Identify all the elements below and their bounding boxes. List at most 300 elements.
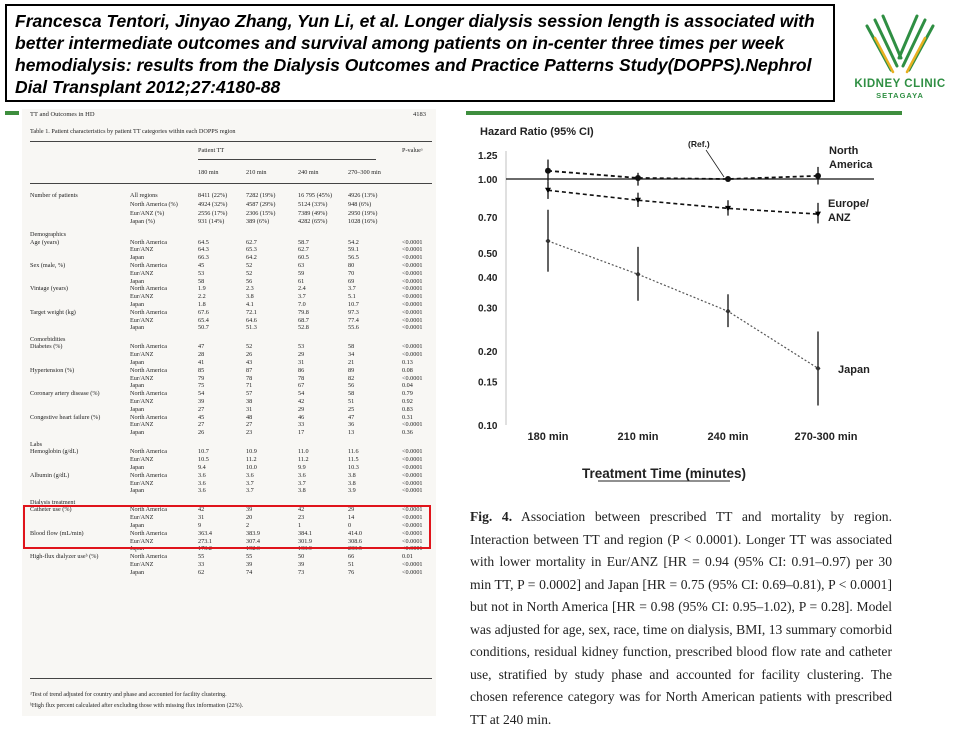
- table-cell: 14: [348, 514, 355, 522]
- pvalue-cell: 0.36: [402, 429, 413, 437]
- table-cell: 2306 (15%): [246, 209, 276, 217]
- data-point: [725, 176, 731, 182]
- pvalue-cell: <0.0001: [402, 343, 423, 351]
- wheat-leaf-icon: [845, 8, 955, 78]
- hazard-ratio-chart: [466, 123, 896, 493]
- pvalue-cell: 0.79: [402, 390, 413, 398]
- table-cell: 68.7: [298, 316, 309, 324]
- row-region: North America: [130, 529, 167, 537]
- table-cell: 59.1: [348, 246, 359, 254]
- series-label: [838, 364, 870, 376]
- table-cell: 3.9: [348, 487, 356, 495]
- table-cell: 5.1: [348, 293, 356, 301]
- table-cell: 57: [246, 390, 253, 398]
- table-cell: 9.9: [298, 463, 306, 471]
- series-label-line: Japan: [838, 364, 870, 376]
- table-cell: 62.7: [246, 238, 257, 246]
- table-cell: 54: [298, 390, 305, 398]
- data-point: [815, 173, 821, 179]
- row-label: Number of patients: [30, 192, 78, 199]
- table-cell: 63: [298, 261, 305, 269]
- table-cell: 60.5: [298, 254, 309, 262]
- table-cell: 931 (14%): [198, 218, 225, 226]
- table-cell: 2.3: [246, 285, 254, 293]
- pvalue-cell: <0.0001: [402, 487, 423, 495]
- table-cell: 3.6: [298, 471, 306, 479]
- table-cell: 29: [298, 405, 305, 413]
- table-cell: 308.6: [348, 537, 362, 545]
- table-cell: 20: [246, 514, 253, 522]
- row-region: North America: [130, 238, 167, 246]
- pvalue-cell: <0.0001: [402, 545, 423, 553]
- row-region: Japan: [130, 429, 145, 437]
- table-cell: 39: [198, 398, 205, 405]
- table-cell: 50: [298, 553, 305, 561]
- data-point: [635, 175, 641, 181]
- y-tick-label: 0.15: [478, 377, 498, 389]
- table-cell: 10.7: [198, 448, 209, 456]
- table-cell: 36: [348, 421, 355, 429]
- table-cell: 10.0: [246, 463, 257, 471]
- x-axis-label: Treatment Time (minutes): [581, 466, 747, 481]
- table-cell: 55: [246, 553, 253, 561]
- table-footnote: ᵃTest of trend adjusted for country and phase and accounted for facility clustering.: [30, 692, 227, 698]
- table-cell: 56: [348, 382, 355, 390]
- table-cell: 47: [198, 343, 205, 351]
- table-cell: 85: [198, 366, 205, 374]
- table-cell: 70: [348, 269, 355, 277]
- table-cell: 52: [246, 261, 253, 269]
- row-region: Japan: [130, 300, 145, 308]
- row-label: Blood flow (mL/min): [30, 529, 84, 537]
- page-number: 4183: [413, 111, 426, 118]
- table-cell: 10.3: [348, 463, 359, 471]
- x-tick-label: 270-300 min: [794, 431, 858, 443]
- table-cell: 64.5: [198, 238, 209, 246]
- column-header: 270–300 min: [348, 169, 381, 176]
- table-cell: 39: [246, 561, 253, 568]
- table-cell: 3.7: [246, 487, 254, 495]
- table-cell: 28: [198, 351, 205, 359]
- row-region: Eur/ANZ: [130, 246, 154, 254]
- table-cell: 43: [246, 359, 253, 366]
- pvalue-cell: <0.0001: [402, 568, 423, 576]
- table-cell: 26: [198, 429, 205, 437]
- table-cell: 4587 (29%): [246, 200, 276, 208]
- table-cell: 2.4: [298, 285, 306, 293]
- figure-caption-text: Association between prescribed TT and mortality by region. Interaction between TT and region (P < 0.0001). Longer TT was associated with lower mortality in Eur/ANZ [HR = 0.94 (95% CI: 0.91–0.97) per 30 min TT, P = 0.0002] and Japan [HR = 0.75 (95% CI: 0.69–0.81), P < 0.0001] but not in North America [HR = 0.98 (95% CI: 0.95–1.02), P = 0.28]. Model was adjusted for age, sex, race, time on dialysis, BMI, 13 summary comorbid conditions, residual kidney function, prescribed blood flow rate and catheter use, stratified by study phase and accounted for facility clustering. The chosen reference category was for North American patients with prescribed TT at 240 min.: [470, 509, 892, 727]
- table-cell: 64.2: [246, 254, 257, 262]
- row-label: Labs: [30, 440, 43, 448]
- row-label: Hemoglobin (g/dL): [30, 448, 79, 456]
- y-tick-label: 1.25: [478, 151, 498, 163]
- series-label-line: Europe/: [828, 198, 869, 210]
- table-cell: 29: [298, 351, 305, 359]
- table-cell: 2556 (17%): [198, 209, 228, 217]
- y-tick-label: 0.50: [478, 249, 498, 261]
- pvalue-cell: <0.0001: [402, 351, 423, 359]
- table-cell: 82: [348, 374, 355, 382]
- row-region: North America: [130, 366, 167, 374]
- pvalue-cell: <0.0001: [402, 506, 423, 514]
- row-label: Age (years): [30, 238, 60, 246]
- x-tick-label: 180 min: [527, 431, 569, 443]
- table-cell: 31: [198, 514, 205, 522]
- citation-text: Francesca Tentori, Jinyao Zhang, Yun Li, et al. Longer dialysis session length is associated with better intermediate outcomes and survival among patients on in-center three times per week hemodialysis: results from the Dialysis Outcomes and Practice Patterns Study(DOPPS).Nephrol Dial Transplant 2012;27:4180-88: [15, 11, 815, 97]
- pvalue-cell: <0.0001: [402, 238, 423, 246]
- table-cell: 58: [348, 390, 355, 398]
- table-cell: 89: [348, 366, 355, 374]
- data-point: [545, 168, 551, 174]
- row-region: Eur/ANZ: [130, 479, 154, 487]
- row-region: North America: [130, 553, 167, 561]
- row-label: Hypertension (%): [30, 366, 75, 374]
- table-cell: 3.6: [198, 479, 206, 487]
- table-cell: 47: [348, 413, 355, 421]
- row-region: North America: [130, 506, 167, 514]
- row-label: Dialysis treatment: [30, 498, 76, 506]
- row-region: Japan: [130, 487, 145, 495]
- table-cell: 56.5: [348, 254, 359, 262]
- table-cell: 10.7: [348, 300, 359, 308]
- pvalue-cell: <0.0001: [402, 277, 423, 285]
- y-tick-label: 0.70: [478, 213, 498, 225]
- table-cell: 67: [298, 382, 305, 390]
- x-tick-label: 240 min: [707, 431, 749, 443]
- row-region: Eur/ANZ: [130, 561, 154, 568]
- table-cell: 7282 (19%): [246, 192, 276, 199]
- table-cell: 10.9: [246, 448, 257, 456]
- table-cell: 3.7: [246, 479, 254, 487]
- table-rule-header: [30, 183, 432, 184]
- table-cell: 52: [246, 269, 253, 277]
- logo-name: KIDNEY CLINIC: [854, 78, 946, 90]
- series-label: [828, 198, 869, 224]
- row-region: All regions: [130, 192, 158, 199]
- table-footnote: ᵇHigh flux percent calculated after excluding those with missing flux information (22%).: [30, 703, 244, 709]
- table-rule-top: [30, 141, 432, 142]
- table-cell: 9.4: [198, 463, 206, 471]
- pvalue-cell: <0.0001: [402, 479, 423, 487]
- column-header: 180 min: [198, 169, 219, 176]
- row-region: Eur/ANZ: [130, 351, 154, 359]
- table-cell: 29: [348, 506, 355, 514]
- row-region: North America: [130, 261, 167, 269]
- table-cell: 11.5: [348, 456, 359, 464]
- table-cell: 3.7: [298, 293, 306, 301]
- row-region: Japan (%): [130, 218, 155, 226]
- table-cell: 53: [298, 343, 305, 351]
- table-cell: 3.6: [198, 471, 206, 479]
- y-tick-label: 0.10: [478, 421, 498, 432]
- table-cell: 58: [198, 277, 205, 285]
- table-cell: 80: [348, 261, 355, 269]
- row-region: Japan: [130, 545, 145, 553]
- pvalue-cell: <0.0001: [402, 529, 423, 537]
- table-cell: 31: [298, 359, 305, 366]
- pvalue-cell: <0.0001: [402, 300, 423, 308]
- table-cell: 54.2: [348, 238, 359, 246]
- column-header: 210 min: [246, 169, 267, 176]
- row-region: North America: [130, 471, 167, 479]
- table-cell: 17: [298, 429, 305, 437]
- pvalue-cell: <0.0001: [402, 246, 423, 254]
- table-cell: 26: [246, 351, 253, 359]
- table-cell: 3.7: [348, 285, 356, 293]
- table-cell: 39: [246, 506, 253, 514]
- pvalue-cell: <0.0001: [402, 456, 423, 464]
- table-cell: 52.8: [298, 324, 309, 332]
- row-region: Eur/ANZ: [130, 398, 154, 405]
- row-region: North America: [130, 390, 167, 398]
- row-label: Coronary artery disease (%): [30, 390, 100, 398]
- pvalue-cell: 0.31: [402, 413, 413, 421]
- table-cell: 61: [298, 277, 305, 285]
- table-cell: 64.3: [198, 246, 209, 254]
- table-cell: 38: [246, 398, 253, 405]
- running-head: TT and Outcomes in HD: [30, 111, 95, 118]
- table-cell: 42: [298, 398, 305, 405]
- table-cell: 1028 (16%): [348, 218, 378, 226]
- table-cell: 62: [198, 568, 205, 576]
- table-cell: 16 795 (45%): [298, 192, 333, 199]
- table-cell: 1: [298, 522, 302, 529]
- row-region: Eur/ANZ: [130, 316, 154, 324]
- table-cell: 50.7: [198, 324, 209, 332]
- table-cell: 7389 (49%): [298, 209, 328, 217]
- table-caption: Table 1. Patient characteristics by patient TT categories within each DOPPS region: [30, 128, 236, 135]
- table-cell: 2950 (19%): [348, 209, 378, 217]
- row-region: North America: [130, 448, 167, 456]
- row-label: Vintage (years): [30, 285, 68, 293]
- y-tick-label: 0.40: [478, 272, 498, 284]
- table-cell: 39: [298, 561, 305, 568]
- row-region: Eur/ANZ: [130, 421, 154, 429]
- table-cell: 59: [298, 269, 305, 277]
- figure-caption: [470, 506, 892, 731]
- table-cell: 3.8: [298, 487, 306, 495]
- table-cell: 97.3: [348, 308, 359, 316]
- table-cell: 3.6: [198, 487, 206, 495]
- row-region: Eur/ANZ: [130, 537, 154, 545]
- table-cell: 384.1: [298, 529, 312, 537]
- table-cell: 58.7: [298, 238, 309, 246]
- table-cell: 3.6: [246, 471, 254, 479]
- table-cell: 9: [198, 522, 202, 529]
- table-cell: 86: [298, 366, 305, 374]
- table-cell: 41: [198, 359, 205, 366]
- table-cell: 75: [198, 382, 205, 390]
- table-cell: 74: [246, 568, 253, 576]
- pvalue-cell: <0.0001: [402, 522, 423, 529]
- chart-title: Hazard Ratio (95% CI): [480, 126, 594, 138]
- row-region: North America: [130, 413, 167, 421]
- table-cell: 77.4: [348, 316, 359, 324]
- table-cell: 48: [246, 413, 253, 421]
- table-cell: 7.0: [298, 300, 306, 308]
- pvalue-header: P-valueᵃ: [402, 147, 423, 154]
- data-point: [726, 308, 731, 314]
- series-line-0: [548, 171, 818, 179]
- table-cell: 10.5: [198, 456, 209, 464]
- table-cell: 46: [298, 413, 305, 421]
- row-region: North America: [130, 308, 167, 316]
- pvalue-cell: <0.0001: [402, 537, 423, 545]
- row-region: North America: [130, 343, 167, 351]
- row-label: Demographics: [30, 230, 67, 238]
- row-region: Japan: [130, 568, 145, 576]
- data-point: [546, 238, 551, 244]
- green-divider-right: [466, 111, 902, 115]
- table-cell: 4926 (13%): [348, 192, 378, 199]
- citation-box: [5, 4, 835, 102]
- row-region: Eur/ANZ: [130, 456, 154, 464]
- patient-tt-header: Patient TT: [198, 147, 225, 154]
- pvalue-cell: 0.08: [402, 366, 413, 374]
- row-region: North America: [130, 285, 167, 293]
- table-cell: 78: [246, 374, 253, 382]
- row-region: Japan: [130, 382, 145, 390]
- table-cell: 64.6: [246, 316, 257, 324]
- table-cell: 66.3: [198, 254, 209, 262]
- row-region: Japan: [130, 254, 145, 262]
- table-cell: 2: [246, 522, 250, 529]
- table-cell: 55: [198, 553, 205, 561]
- logo-subtitle: SETAGAYA: [876, 91, 924, 100]
- row-label: High-flux dialyzer useᵇ (%): [30, 553, 99, 561]
- pvalue-cell: <0.0001: [402, 514, 423, 522]
- series-label-line: America: [829, 159, 873, 171]
- row-region: Eur/ANZ (%): [130, 209, 165, 217]
- table-cell: 33: [298, 421, 305, 429]
- row-label: Comorbidities: [30, 335, 66, 343]
- table-cell: 11.0: [298, 448, 309, 456]
- table-cell: 62.7: [298, 246, 309, 254]
- pvalue-cell: <0.0001: [402, 421, 423, 429]
- table-cell: 301.9: [298, 537, 312, 545]
- table-cell: 363.4: [198, 529, 212, 537]
- table-cell: 45: [198, 261, 205, 269]
- table-cell: 58: [348, 343, 355, 351]
- row-label: Catheter use (%): [30, 506, 72, 514]
- series-label-line: ANZ: [828, 212, 851, 224]
- table-cell: 65.3: [246, 246, 257, 254]
- table-cell: 203.5: [348, 545, 362, 553]
- row-label: Albumin (g/dL): [30, 471, 70, 479]
- table-cell: 87: [246, 366, 253, 374]
- series-label: [829, 145, 873, 171]
- pvalue-cell: <0.0001: [402, 293, 423, 301]
- table-cell: 5124 (33%): [298, 200, 328, 208]
- table-cell: 3.7: [298, 479, 306, 487]
- table-cell: 23: [298, 514, 305, 522]
- table-cell: 173.2: [198, 545, 212, 553]
- pvalue-cell: <0.0001: [402, 308, 423, 316]
- table-cell: 3.8: [246, 293, 254, 301]
- table-cell: 193.9: [298, 545, 312, 553]
- y-tick-label: 0.30: [478, 303, 498, 315]
- table-cell: 31: [246, 405, 253, 413]
- table-cell: 42: [298, 506, 305, 514]
- table-cell: 389 (6%): [246, 218, 270, 226]
- table-cell: 27: [198, 405, 205, 413]
- pvalue-cell: <0.0001: [402, 324, 423, 332]
- table-cell: 11.6: [348, 448, 359, 456]
- table-cell: 79.8: [298, 308, 309, 316]
- pvalue-cell: 0.04: [402, 382, 413, 390]
- pvalue-cell: <0.0001: [402, 374, 423, 382]
- green-divider-left: [5, 111, 19, 115]
- figure-label: Fig. 4.: [470, 509, 513, 524]
- table-cell: 13: [348, 429, 355, 437]
- table-cell: 65.4: [198, 316, 209, 324]
- pvalue-cell: <0.0001: [402, 448, 423, 456]
- table-cell: 4924 (32%): [198, 200, 228, 208]
- pvalue-cell: <0.0001: [402, 463, 423, 471]
- reference-label: (Ref.): [688, 139, 710, 149]
- table-cell: 51.3: [246, 324, 257, 332]
- row-region: Japan: [130, 277, 145, 285]
- table-cell: 76: [348, 568, 355, 576]
- table-cell: 273.1: [198, 537, 212, 545]
- row-region: Japan: [130, 405, 145, 413]
- table-cell: 4.1: [246, 300, 254, 308]
- table-cell: 27: [198, 421, 205, 429]
- y-tick-label: 0.20: [478, 346, 498, 358]
- row-label: Congestive heart failure (%): [30, 413, 101, 421]
- pvalue-cell: 0.01: [402, 553, 413, 561]
- table-cell: 27: [246, 421, 253, 429]
- table-cell: 52: [246, 343, 253, 351]
- row-region: Eur/ANZ: [130, 514, 154, 522]
- table-cell: 0: [348, 522, 352, 529]
- table-cell: 414.0: [348, 529, 362, 537]
- table-cell: 3.8: [348, 471, 356, 479]
- row-region: North America (%): [130, 200, 178, 208]
- table-cell: 51: [348, 561, 355, 568]
- x-tick-label: 210 min: [617, 431, 659, 443]
- row-label: Diabetes (%): [30, 343, 63, 351]
- table-cell: 69: [348, 277, 355, 285]
- table-cell: 73: [298, 568, 305, 576]
- pvalue-cell: 0.83: [402, 405, 413, 413]
- table-cell: 25: [348, 405, 355, 413]
- table-cell: 72.1: [246, 308, 257, 316]
- row-region: Japan: [130, 359, 145, 366]
- table-cell: 55.6: [348, 324, 359, 332]
- row-region: Japan: [130, 522, 145, 529]
- table-cell: 78: [298, 374, 305, 382]
- table-cell: 79: [198, 374, 205, 382]
- pvalue-cell: <0.0001: [402, 285, 423, 293]
- table-cell: 45: [198, 413, 205, 421]
- table-cell: 71: [246, 382, 253, 390]
- row-region: Eur/ANZ: [130, 269, 154, 277]
- table-cell: 11.2: [298, 456, 309, 464]
- series-label-line: North: [829, 145, 859, 157]
- table-cell: 192.3: [246, 545, 260, 553]
- table-cell: 11.2: [246, 456, 257, 464]
- hazard-ratio-figure: [466, 123, 896, 493]
- row-label: Target weight (kg): [30, 308, 76, 316]
- reference-arrow: [706, 150, 724, 177]
- pvalue-cell: 0.92: [402, 398, 413, 405]
- table-cell: 67.6: [198, 308, 209, 316]
- table-cell: 1.9: [198, 285, 206, 293]
- data-point: [816, 365, 821, 371]
- table-cell: 2.2: [198, 293, 206, 301]
- patient-characteristics-table: [22, 109, 436, 716]
